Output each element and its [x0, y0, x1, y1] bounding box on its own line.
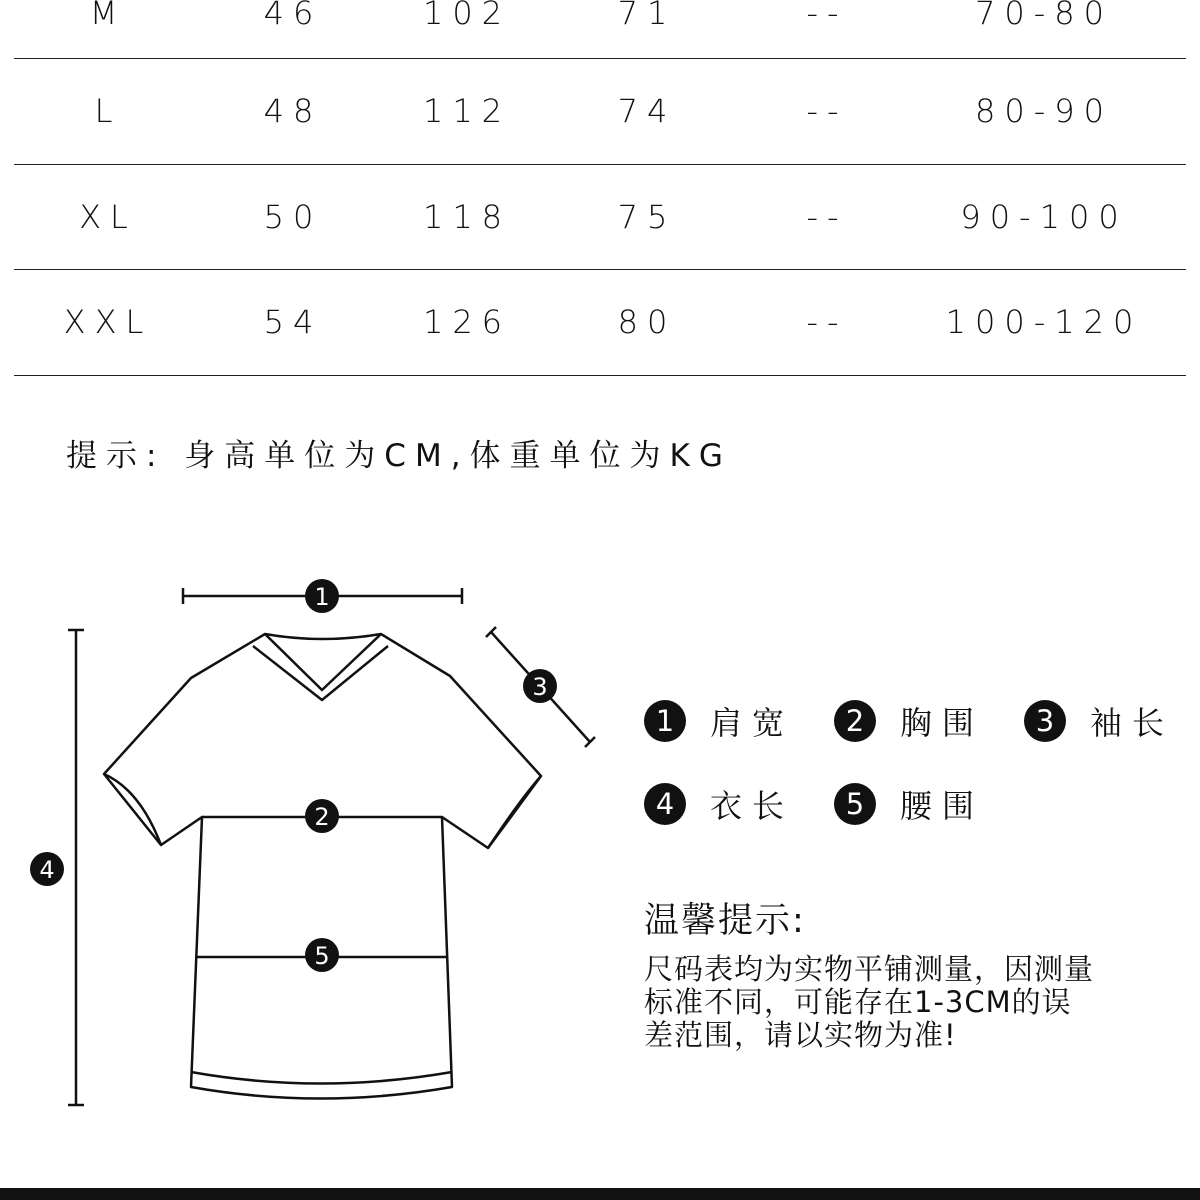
marker-4-label: 4	[39, 856, 55, 884]
length-cell: 75	[617, 197, 677, 236]
waist-cell: --	[806, 92, 848, 131]
length-cell: 80	[617, 303, 677, 342]
legend-badge: 5	[834, 783, 876, 825]
marker-2	[305, 799, 339, 833]
legend-label: 腰围	[900, 787, 985, 825]
tips-line: 差范围，请以实物为准!	[644, 1018, 957, 1052]
shoulder-cell: 46	[263, 0, 323, 32]
unit-note: 提示: 身高单位为CM,体重单位为KG	[66, 438, 732, 474]
legend-badge: 4	[644, 783, 686, 825]
measure-lines	[68, 588, 595, 1105]
marker-3-label: 3	[532, 673, 548, 701]
waist-cell: --	[806, 0, 848, 32]
tshirt-diagram	[0, 570, 610, 1130]
size-cell: L	[94, 92, 122, 131]
legend-label: 肩宽	[710, 704, 795, 742]
weight-cell: 90-100	[960, 197, 1128, 236]
shoulder-cell: 48	[263, 92, 323, 131]
legend-label: 衣长	[710, 787, 795, 825]
chest-cell: 102	[422, 0, 512, 32]
waist-cell: --	[806, 303, 848, 342]
length-cell: 71	[617, 0, 677, 32]
marker-3	[523, 669, 557, 703]
legend-badge: 3	[1024, 700, 1066, 742]
size-cell: XL	[79, 197, 137, 236]
marker-2-label: 2	[314, 803, 330, 831]
shoulder-cell: 50	[263, 197, 323, 236]
shoulder-cell: 54	[263, 303, 323, 342]
size-table	[14, 0, 1186, 376]
tips-line: 标准不同，可能存在1-3CM的误	[644, 985, 1072, 1019]
marker-1	[305, 579, 339, 613]
marker-5-label: 5	[314, 942, 330, 970]
legend-label: 袖长	[1090, 704, 1175, 742]
weight-cell: 80-90	[975, 92, 1113, 131]
legend-item-chest	[834, 698, 984, 744]
size-cell: XXL	[63, 303, 153, 342]
chest-cell: 126	[422, 303, 512, 342]
legend-badge: 1	[644, 700, 686, 742]
bottom-bar	[0, 1188, 1200, 1200]
weight-cell: 100-120	[945, 303, 1143, 342]
tips-title: 温馨提示:	[644, 901, 806, 941]
waist-cell: --	[806, 197, 848, 236]
legend-item-length	[644, 781, 794, 827]
legend-label: 胸围	[900, 704, 985, 742]
table-row	[14, 270, 1186, 376]
marker-4	[30, 852, 64, 886]
marker-1-label: 1	[314, 583, 330, 611]
tips-body	[644, 953, 1174, 1052]
chest-cell: 118	[422, 197, 512, 236]
tshirt-outline	[104, 634, 541, 1099]
table-row	[14, 59, 1186, 165]
legend-badge: 2	[834, 700, 876, 742]
size-cell: M	[89, 0, 127, 32]
legend-item-waist	[834, 781, 984, 827]
legend-item-sleeve	[1024, 698, 1174, 744]
legend-item-shoulder	[644, 698, 794, 744]
marker-5	[305, 938, 339, 972]
tips-line: 尺码表均为实物平铺测量，因测量	[644, 952, 1095, 986]
length-cell: 74	[617, 92, 677, 131]
table-row	[14, 0, 1186, 59]
chest-cell: 112	[422, 92, 512, 131]
table-row	[14, 165, 1186, 271]
weight-cell: 70-80	[975, 0, 1113, 32]
